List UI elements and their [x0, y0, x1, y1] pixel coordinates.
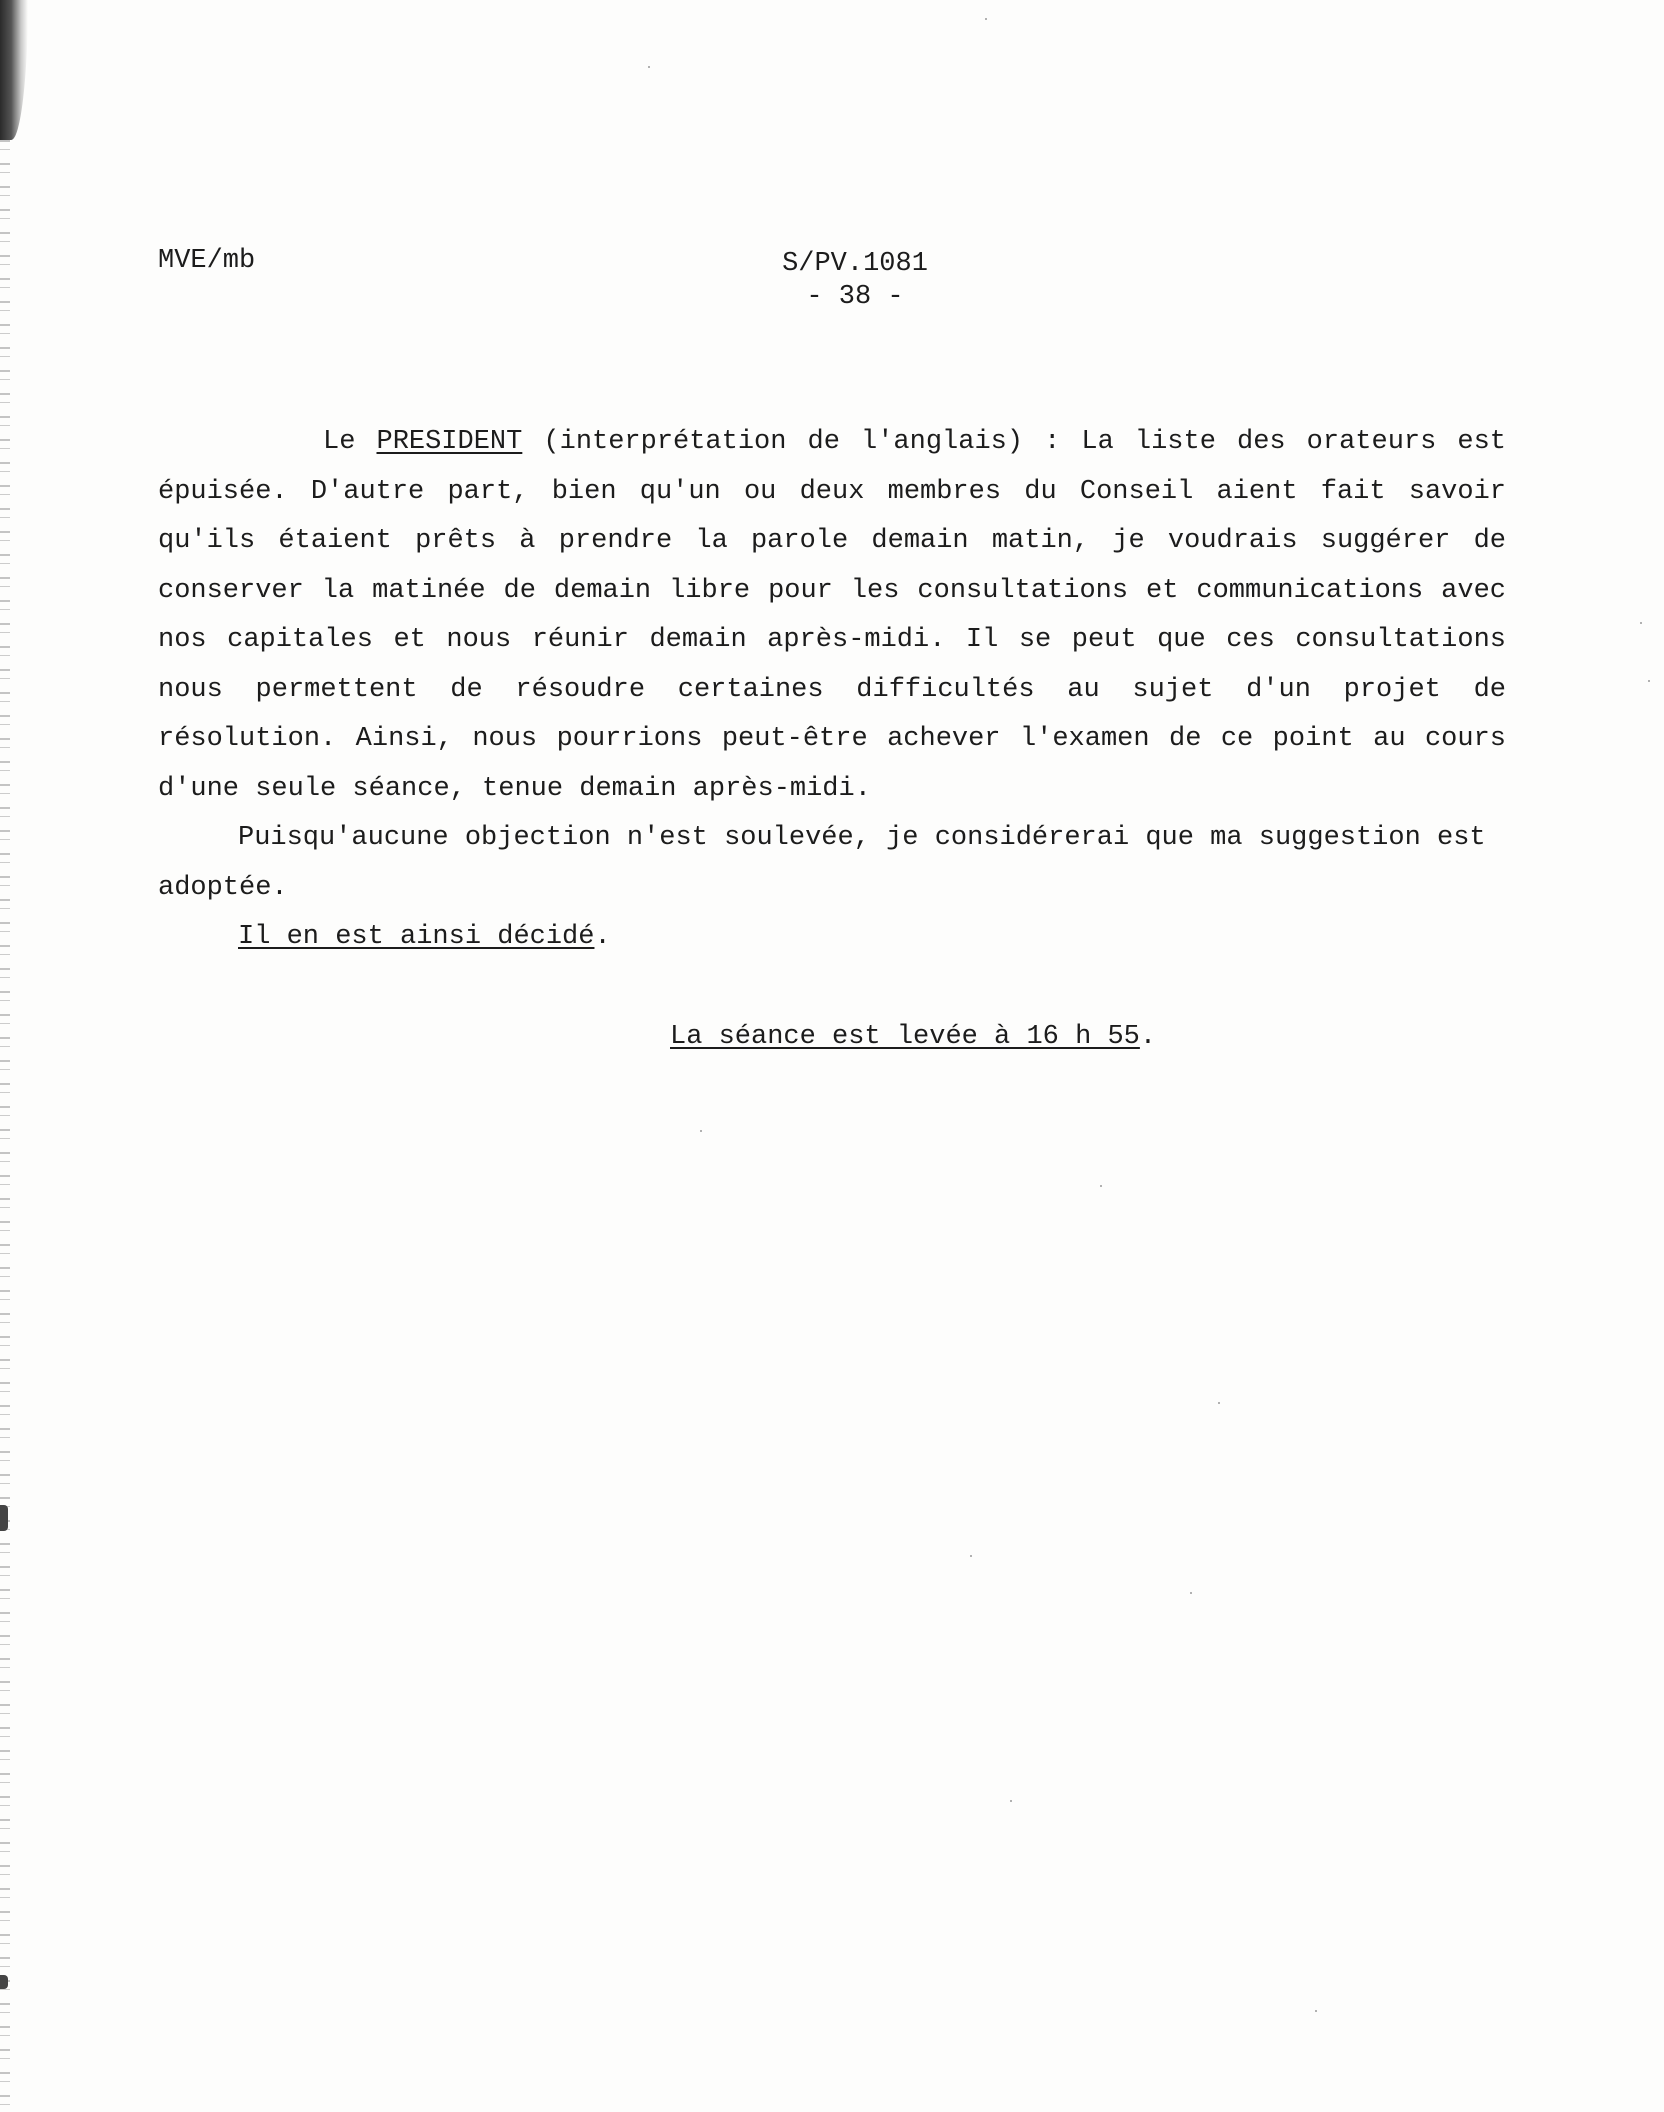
scan-speck [1100, 1185, 1102, 1187]
speaker-title: PRESIDENT [376, 427, 523, 457]
scan-edge-mark [0, 1505, 8, 1531]
decision-line [158, 913, 1506, 963]
scan-speck [1190, 1592, 1192, 1594]
scan-speck [1640, 622, 1642, 624]
scan-speck [985, 18, 987, 20]
closing-text: La séance est levée à 16 h 55 [670, 1022, 1140, 1052]
scan-speck [1218, 1402, 1220, 1404]
scan-speck [1315, 2010, 1317, 2012]
document-body [158, 418, 1506, 963]
scan-edge-shadow [0, 0, 28, 140]
suggestion-paragraph: Puisqu'aucune objection n'est soulevée, je considérerai que ma suggestion est adoptée. [158, 823, 1486, 903]
page-number: - 38 - [806, 282, 904, 312]
scan-speck [970, 1555, 972, 1557]
president-statement: (interprétation de l'anglais) : La liste des orateurs est épuisée. D'autre part, bien qu'un ou deux membres du Conseil aient fait savoir qu'ils étaient prêts à prendre la parole demain matin, je voudrais suggérer de conserver la matinée de demain libre pour les consultations et communications avec nos capitales et nous réunir demain après-midi. Il se peut que ces consultations nous permettent de résoudre certaines difficultés au sujet d'un projet de résolution. Ainsi, nous pourrions peut-être achever l'examen de ce point au cours d'une seule séance, tenue demain après-midi. [158, 427, 1506, 804]
scan-speck [648, 66, 650, 68]
scan-edge-speckle [0, 140, 10, 2112]
scan-speck [1010, 1800, 1012, 1802]
decision-punctuation: . [594, 922, 611, 952]
document-header [770, 248, 940, 314]
decision-text: Il en est ainsi décidé [238, 922, 595, 952]
closing-punctuation: . [1139, 1022, 1157, 1052]
president-paragraph [158, 418, 1506, 814]
speaker-prefix: Le [323, 427, 377, 457]
document-reference: MVE/mb [158, 246, 256, 276]
document-symbol: S/PV.1081 [782, 249, 928, 279]
scan-speck [700, 1130, 702, 1132]
scan-speck [1648, 680, 1650, 682]
closing-line [670, 1022, 1156, 1052]
scan-edge-mark [0, 1975, 8, 1989]
